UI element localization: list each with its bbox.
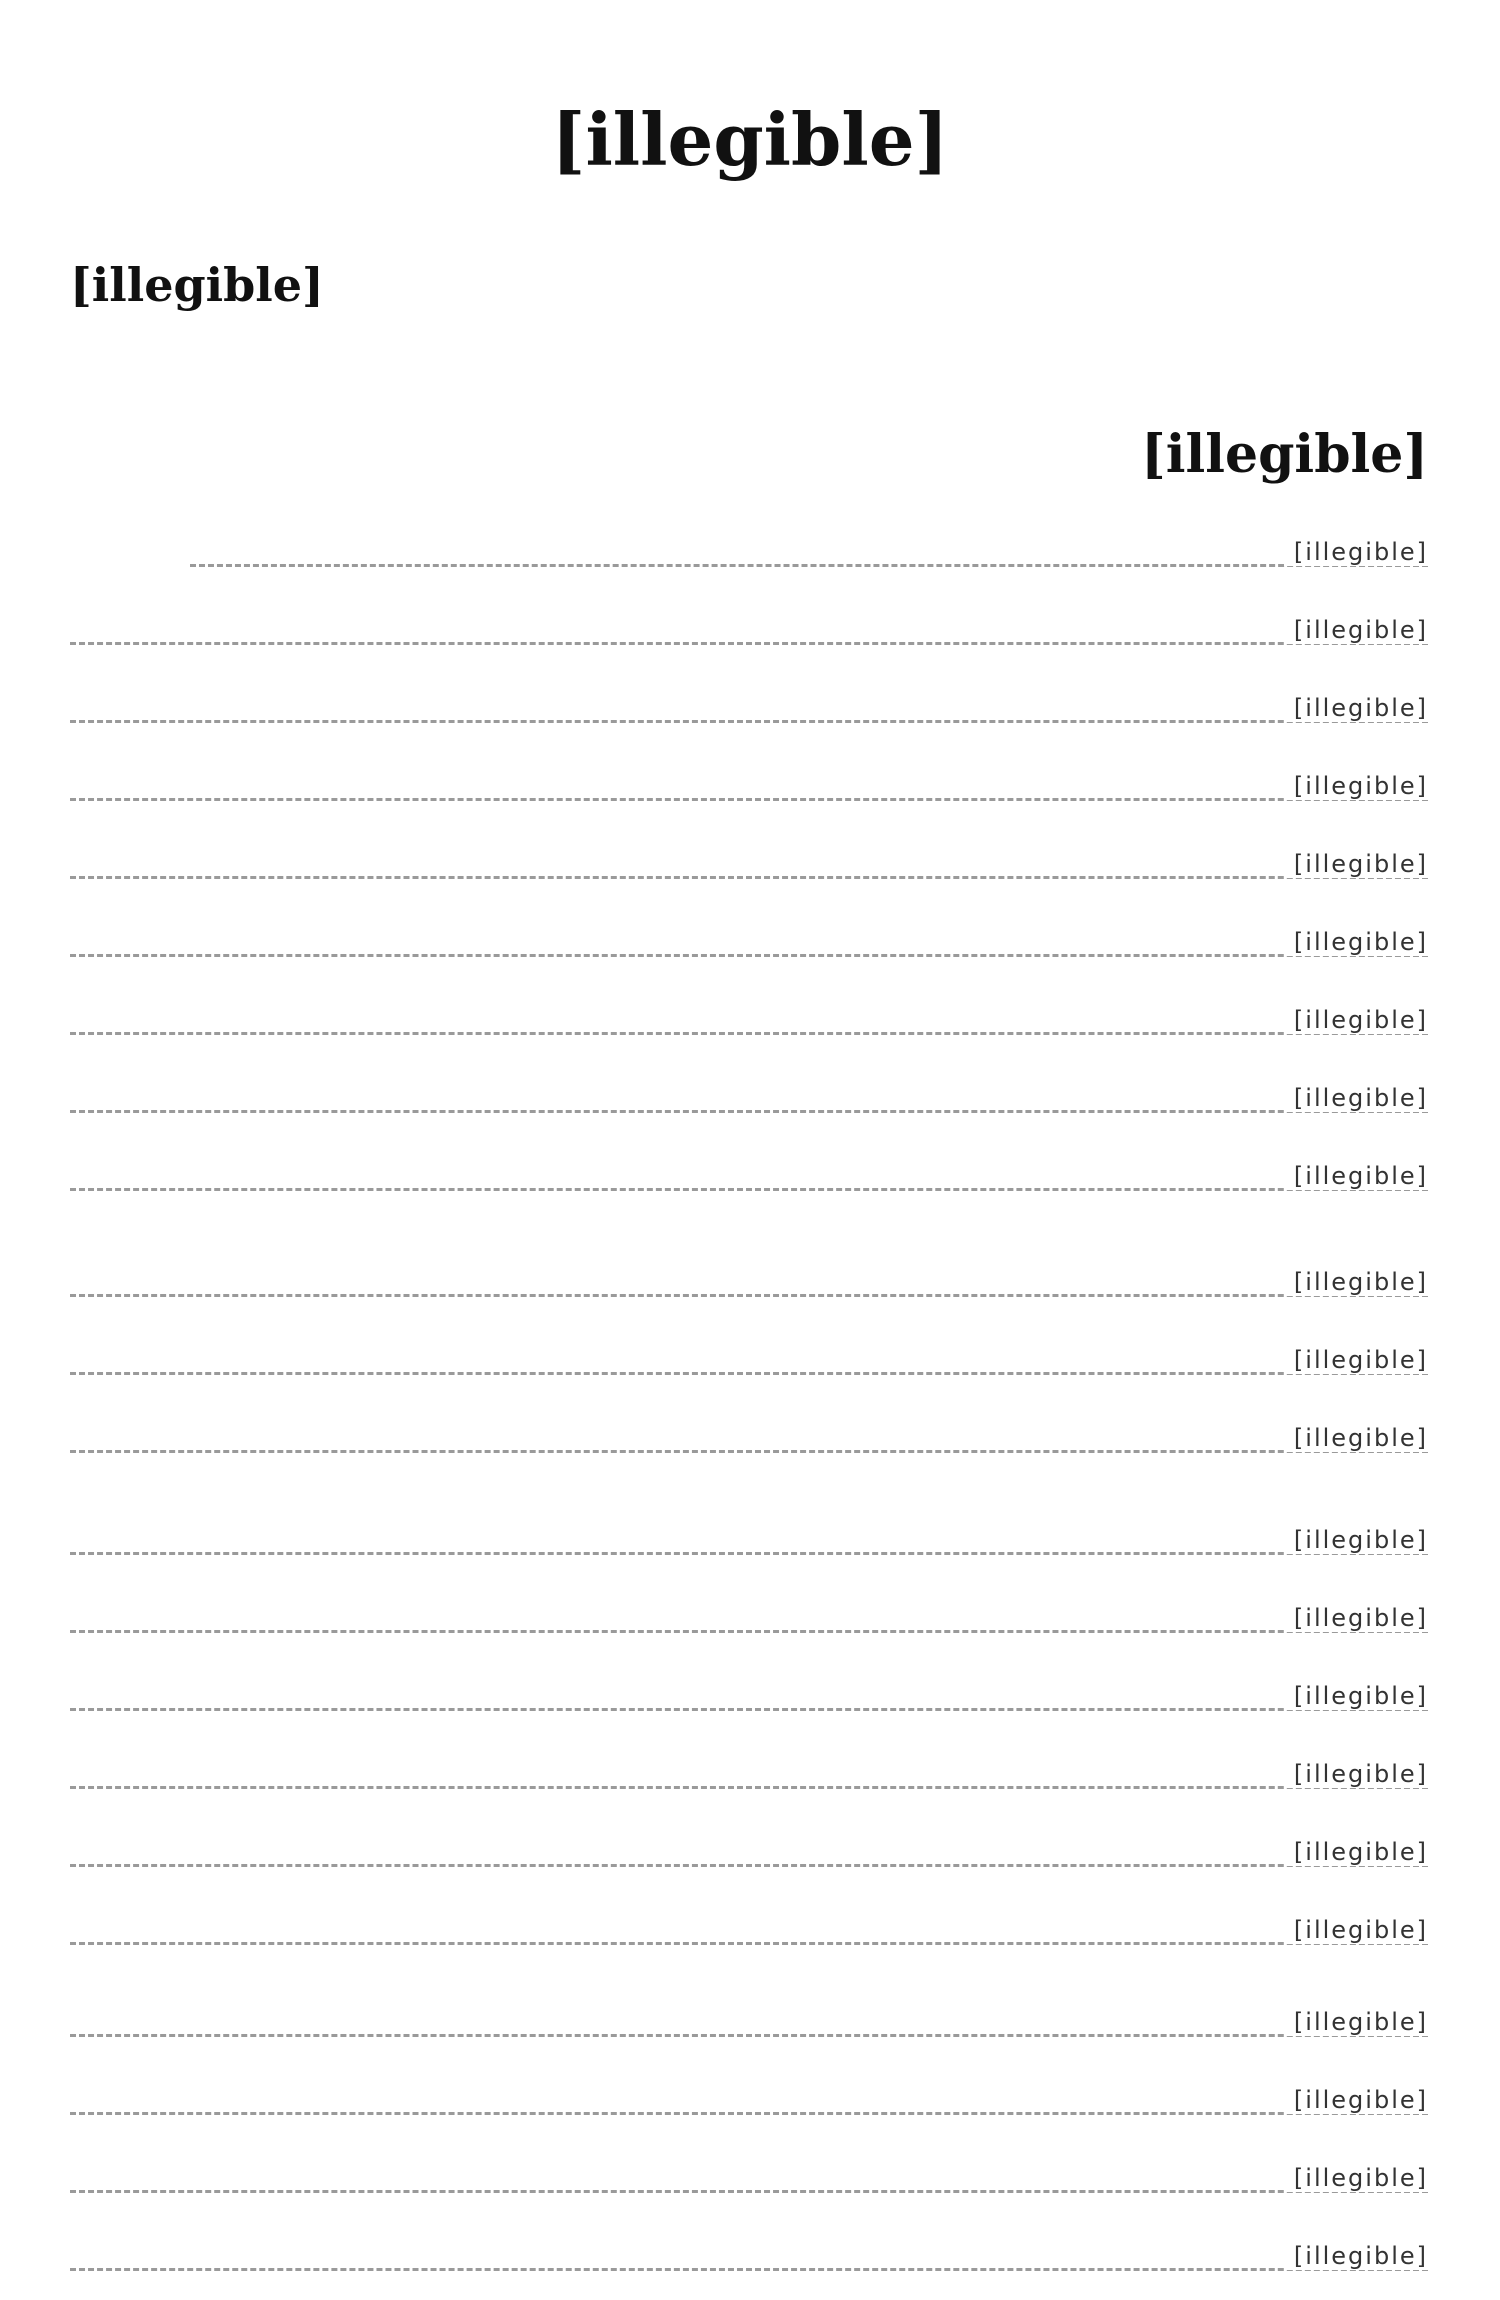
section-heading: [illegible] [1141,424,1428,485]
paragraph-line [70,1328,1428,1392]
text-line-placeholder [70,1426,1428,1453]
paragraph-line-text: [illegible] [1284,1760,1428,1788]
text-line-placeholder [70,1918,1428,1945]
text-line-placeholder [70,1684,1428,1711]
text-line-placeholder [190,540,1428,567]
paragraph-line [70,1406,1428,1470]
paragraph-line [70,832,1428,896]
paragraph-line-text: [illegible] [1284,1838,1428,1866]
paragraph-line-text: [illegible] [1284,616,1428,644]
text-line-placeholder [70,696,1428,723]
paragraph-line [70,1144,1428,1208]
text-line-placeholder [70,1528,1428,1555]
text-line-placeholder [70,852,1428,879]
text-line-placeholder [70,2244,1428,2271]
paragraph-line-text: [illegible] [1284,2008,1428,2036]
paragraph-line [70,1250,1428,1314]
paragraph-line-text: [illegible] [1284,538,1428,566]
paragraph-line-text: [illegible] [1284,2164,1428,2192]
paragraph-line [190,520,1428,584]
paragraph-line [70,910,1428,974]
text-line-placeholder [70,618,1428,645]
paragraph-line [70,1898,1428,1962]
text-line-placeholder [70,1270,1428,1297]
paragraph-line [70,598,1428,662]
paragraph-line [70,988,1428,1052]
paragraph-line-text: [illegible] [1284,1682,1428,1710]
paragraph-line-text: [illegible] [1284,1084,1428,1112]
paragraph-line [70,754,1428,818]
paragraph-line-text: [illegible] [1284,772,1428,800]
paragraph-line [70,1508,1428,1572]
paragraph-line [70,2068,1428,2132]
paragraph-line-text: [illegible] [1284,1162,1428,1190]
text-line-placeholder [70,1086,1428,1113]
text-line-placeholder [70,1348,1428,1375]
paragraph-line [70,1066,1428,1130]
paragraph-line-text: [illegible] [1284,694,1428,722]
paragraph-line [70,1990,1428,2054]
paragraph-line-text: [illegible] [1284,2242,1428,2270]
paragraph-line-text: [illegible] [1284,1916,1428,1944]
paragraph-line [70,1664,1428,1728]
paragraph-line-text: [illegible] [1284,1424,1428,1452]
paragraph-line [70,1820,1428,1884]
paragraph-line [70,676,1428,740]
text-line-placeholder [70,1606,1428,1633]
paragraph-line-text: [illegible] [1284,1268,1428,1296]
text-line-placeholder [70,1762,1428,1789]
text-line-placeholder [70,1164,1428,1191]
paragraph-line-text: [illegible] [1284,2086,1428,2114]
text-line-placeholder [70,930,1428,957]
text-line-placeholder [70,1008,1428,1035]
paragraph-line [70,1742,1428,1806]
paragraph-line-text: [illegible] [1284,1346,1428,1374]
text-line-placeholder [70,1840,1428,1867]
page-title: [illegible] [551,97,949,182]
text-line-placeholder [70,2166,1428,2193]
text-line-placeholder [70,774,1428,801]
author-name: [illegible] [70,258,324,312]
paragraph-line-text: [illegible] [1284,850,1428,878]
text-line-placeholder [70,2010,1428,2037]
paragraph-line [70,1586,1428,1650]
text-line-placeholder [70,2088,1428,2115]
paragraph-line-text: [illegible] [1284,1604,1428,1632]
paragraph-line-text: [illegible] [1284,1526,1428,1554]
paragraph-line-text: [illegible] [1284,928,1428,956]
paragraph-line-text: [illegible] [1284,1006,1428,1034]
paragraph-line [70,2224,1428,2288]
paragraph-line [70,2146,1428,2210]
